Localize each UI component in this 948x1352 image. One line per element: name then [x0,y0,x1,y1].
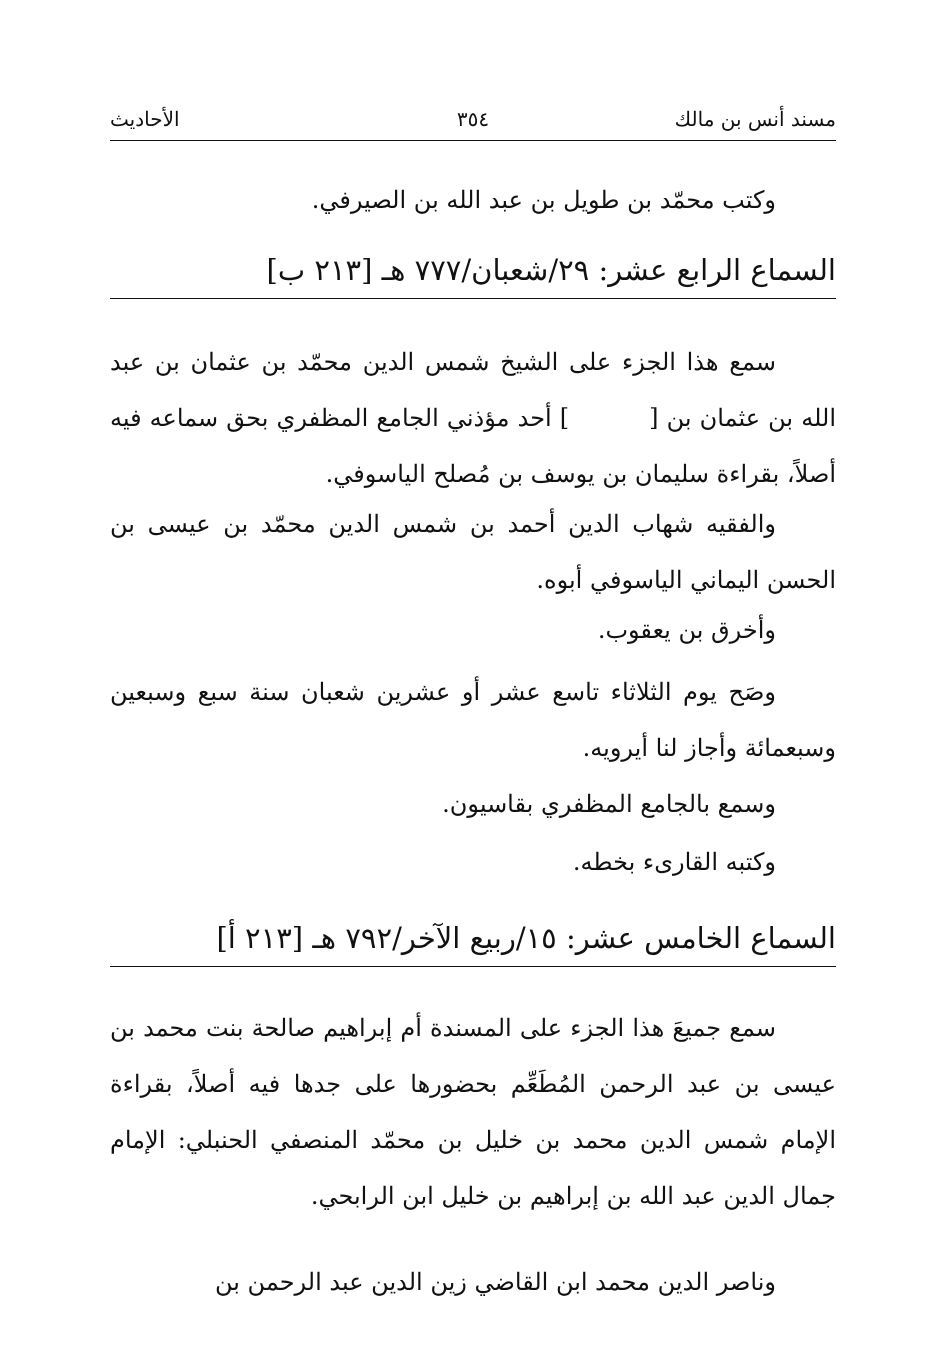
section-name: الأحاديث [110,107,180,131]
session-15-title: السماع الخامس عشر: ١٥/ربيع الآخر/٧٩٢ هـ [٢١٣ أ] [216,921,836,955]
session-15-paragraph-1: سمع جميعَ هذا الجزء على المسندة أم إبراهيم صالحة بنت محمد بن عيسى بن عبد الرحمن المُطَعِّم بحضورها على جدها فيه أصلاً، بقراءة الإمام شمس الدين محمد بن خليل بن محمّد المنصفي الحنبلي: الإمام جمال الدين عبد الله بن إبراهيم بن خليل ابن الرابحي. [110,1014,836,1210]
session-14-paragraph-1-end: ] أحد مؤذني الجامع المظفري بحق سماعه فيه أصلاً، بقراءة سليمان بن يوسف بن مُصلح الياسوفي. [110,404,836,488]
page-number: ٣٥٤ [456,107,490,131]
session-14-paragraph-5: وسمع بالجامع المظفري بقاسيون. [442,790,776,818]
session-14-paragraph-1 [110,334,836,502]
session-15-rule [110,966,836,967]
header-divider [110,140,836,141]
session-14-paragraph-6: وكتبه القارىء بخطه. [572,848,776,876]
session-15-paragraph-2: وناصر الدين محمد ابن القاضي زين الدين عبد الرحمن بن [214,1268,776,1296]
session-14-paragraph-3: وأخرق بن يعقوب. [597,616,776,644]
session-14-rule [110,298,836,299]
session-14-paragraph-2: والفقيه شهاب الدين أحمد بن شمس الدين محمّد بن عيسى بن الحسن اليماني الياسوفي أبوه. [110,510,836,594]
running-header [110,104,836,138]
opening-line: وكتب محمّد بن طويل بن عبد الله بن الصيرفي. [311,186,776,214]
book-title: مسند أنس بن مالك [674,107,836,131]
session-14-paragraph-1-start: سمع هذا الجزء على الشيخ شمس الدين محمّد بن عثمان بن عبد الله بن عثمان بن [ [110,348,836,432]
session-14-title: السماع الرابع عشر: ٢٩/شعبان/٧٧٧ هـ [٢١٣ ب] [266,253,836,287]
session-14-paragraph-4: وصَح يوم الثلاثاء تاسع عشر أو عشرين شعبان سنة سبع وسبعين وسبعمائة وأجاز لنا أيرويه. [110,678,836,762]
